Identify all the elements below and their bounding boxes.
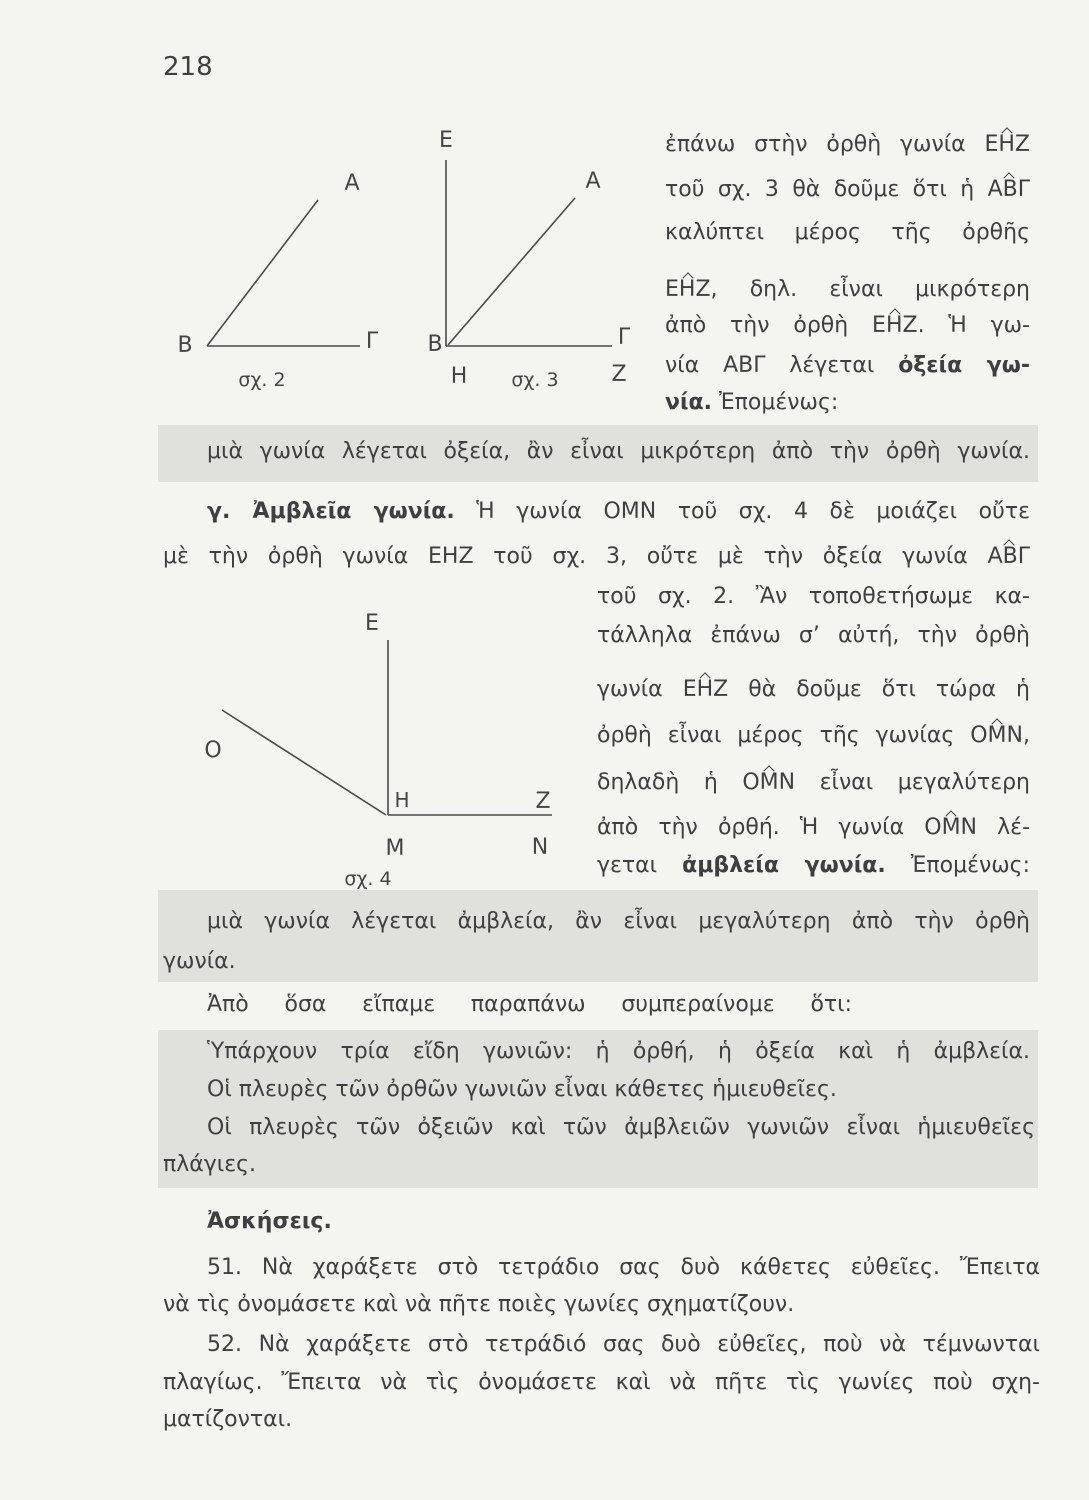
point-label-e: Ε — [439, 128, 453, 153]
text-segment: γεται — [597, 853, 683, 878]
angle-notation: ΑΒΓ — [987, 544, 1030, 569]
text-line — [597, 721, 1030, 751]
angle-notation: ΕΗΖ — [665, 277, 711, 302]
bold-term: νία. — [665, 390, 713, 415]
text-segment: ἀπὸ τὴν ὀρθή. Ἡ γωνία — [597, 815, 925, 840]
side-ba — [448, 198, 575, 345]
point-label-n: Ν — [531, 835, 549, 860]
figure-caption: σχ. 3 — [511, 369, 559, 391]
exercise-line: πλαγίως. Ἔπειτα νὰ τὶς ὀνομάσετε καὶ νὰ πῆτε τὶς γωνίες ποὺ σχη- — [163, 1370, 1040, 1395]
exercise-line: ματίζονται. — [163, 1407, 293, 1432]
text-line: καλύπτει μέρος τῆς ὀρθῆς — [665, 220, 1030, 245]
point-label-e: Ε — [365, 611, 379, 636]
point-label-a: Α — [585, 169, 601, 194]
point-label-g: Γ — [617, 325, 631, 350]
text-line — [665, 351, 1030, 381]
page-number: 218 — [163, 52, 213, 82]
exercises-heading: Ἀσκήσεις. — [207, 1209, 332, 1234]
point-label-b: Β — [427, 332, 443, 357]
text-segment: Ἐπομένως: — [712, 390, 839, 415]
text-segment: Ἡ γωνία ΟΜΝ τοῦ σχ. 4 δὲ μοιάζει οὔτε — [454, 499, 1030, 524]
bold-term: ὀξεία γω- — [898, 353, 1030, 378]
text-segment: λέ- — [977, 815, 1031, 840]
text-line — [597, 851, 1030, 881]
point-label-a: Α — [344, 171, 360, 196]
text-segment: ἀπὸ τὴν ὀρθὴ — [665, 313, 873, 338]
text-segment: δηλαδὴ ἡ — [597, 770, 743, 795]
side-mo — [222, 710, 386, 815]
text-line — [665, 388, 838, 418]
figure-caption: σχ. 2 — [238, 369, 286, 391]
figure-obtuse-angle — [195, 600, 575, 895]
text-segment: εἶναι μεγαλύτερη — [795, 770, 1030, 795]
angle-notation: ΟΜΝ — [742, 770, 796, 795]
point-label-o: Ο — [204, 738, 222, 763]
text-segment: . Ἡ γω- — [917, 313, 1030, 338]
side-ba — [207, 200, 318, 346]
text-segment: θὰ δοῦμε ὅτι τώρα ἡ — [728, 677, 1031, 702]
exercise-line: 51. Νὰ χαράξετε στὸ τετράδιο σας δυὸ κάθετες εὐθεῖες. Ἔπειτα — [207, 1255, 1040, 1280]
figure-acute-angle — [170, 160, 400, 395]
text-segment: ἐπάνω στὴν ὀρθὴ γωνία — [665, 132, 985, 157]
text-line — [665, 175, 1030, 205]
text-segment: ὀρθὴ εἶναι μέρος τῆς γωνίας — [597, 723, 971, 748]
point-label-m: Μ — [385, 836, 405, 861]
summary-line: πλάγιες. — [163, 1152, 257, 1177]
definition-acute: μιὰ γωνία λέγεται ὀξεία, ἂν εἶναι μικρότερη ἀπὸ τὴν ὀρθὴ γωνία. — [207, 439, 1030, 464]
point-label-g: Γ — [365, 329, 379, 354]
point-label-b: Β — [177, 333, 193, 358]
angle-notation: ΕΗΖ — [984, 132, 1030, 157]
angle-notation: ΟΜΝ — [970, 723, 1023, 748]
text-segment: , δηλ. εἶναι μικρότερη — [710, 277, 1030, 302]
summary-line: Ὑπάρχουν τρία εἴδη γωνιῶν: ἡ ὀρθή, ἡ ὀξεία καὶ ἡ ἀμβλεία. — [207, 1039, 1030, 1064]
text-line: τοῦ σχ. 2. Ἂν τοποθετήσωμε κα- — [597, 584, 1030, 609]
text-line: τάλληλα ἐπάνω σ’ αὐτή, τὴν ὀρθὴ — [597, 623, 1030, 648]
text-segment: μὲ τὴν ὀρθὴ γωνία ΕΗΖ τοῦ σχ. 3, οὔτε μὲ τὴν ὀξεία γωνία — [163, 544, 988, 569]
text-line — [597, 768, 1030, 798]
angle-notation: ΟΜΝ — [924, 815, 978, 840]
section-heading-obtuse: γ. Ἀμβλεῖα γωνία. — [207, 499, 455, 524]
point-label-z: Ζ — [611, 362, 627, 387]
text-line — [597, 813, 1030, 843]
figure-right-angle-overlay — [420, 120, 645, 395]
text-segment: , — [1023, 723, 1030, 748]
angle-notation: ΕΗΖ — [872, 313, 918, 338]
text-line — [207, 497, 1030, 527]
point-label-h: Η — [450, 364, 468, 389]
exercise-line: 52. Νὰ χαράξετε στὸ τετράδιό σας δυὸ εὐθεῖες, ποὺ νὰ τέμνωνται — [207, 1332, 1040, 1357]
summary-line: Οἱ πλευρὲς τῶν ὀρθῶν γωνιῶν εἶναι κάθετες ἡμιευθεῖες. — [207, 1077, 837, 1102]
angle-notation: ΑΒΓ — [987, 177, 1030, 202]
text-line — [597, 675, 1030, 705]
definition-obtuse-line: μιὰ γωνία λέγεται ἀμβλεία, ἂν εἶναι μεγαλύτερη ἀπὸ τὴν ὀρθὴ — [207, 909, 1030, 934]
figure-caption: σχ. 4 — [344, 868, 392, 890]
bold-term: ἀμβλεία γωνία. — [682, 853, 886, 878]
text-line — [665, 311, 1030, 341]
definition-obtuse-line: γωνία. — [163, 949, 236, 974]
exercise-line: νὰ τὶς ὀνομάσετε καὶ νὰ πῆτε ποιὲς γωνίες σχηματίζουν. — [163, 1292, 795, 1317]
text-line — [163, 542, 1030, 572]
text-line — [665, 275, 1030, 305]
text-segment: νία ΑΒΓ λέγεται — [665, 353, 899, 378]
summary-line: Οἱ πλευρὲς τῶν ὀξειῶν καὶ τῶν ἀμβλειῶν γωνιῶν εἶναι ἡμιευθεῖες — [207, 1115, 1035, 1140]
conclusion-intro: Ἀπὸ ὅσα εἴπαμε παραπάνω συμπεραίνομε ὅτι: — [207, 992, 852, 1017]
text-segment: τοῦ σχ. 3 θὰ δοῦμε ὅτι ἡ — [665, 177, 988, 202]
text-segment: Ἐπομένως: — [885, 853, 1031, 878]
angle-notation: ΕΗΖ — [682, 677, 729, 702]
point-label-h: Η — [394, 788, 410, 812]
text-segment: γωνία — [597, 677, 683, 702]
point-label-z: Ζ — [535, 789, 551, 814]
text-line — [665, 130, 1030, 160]
